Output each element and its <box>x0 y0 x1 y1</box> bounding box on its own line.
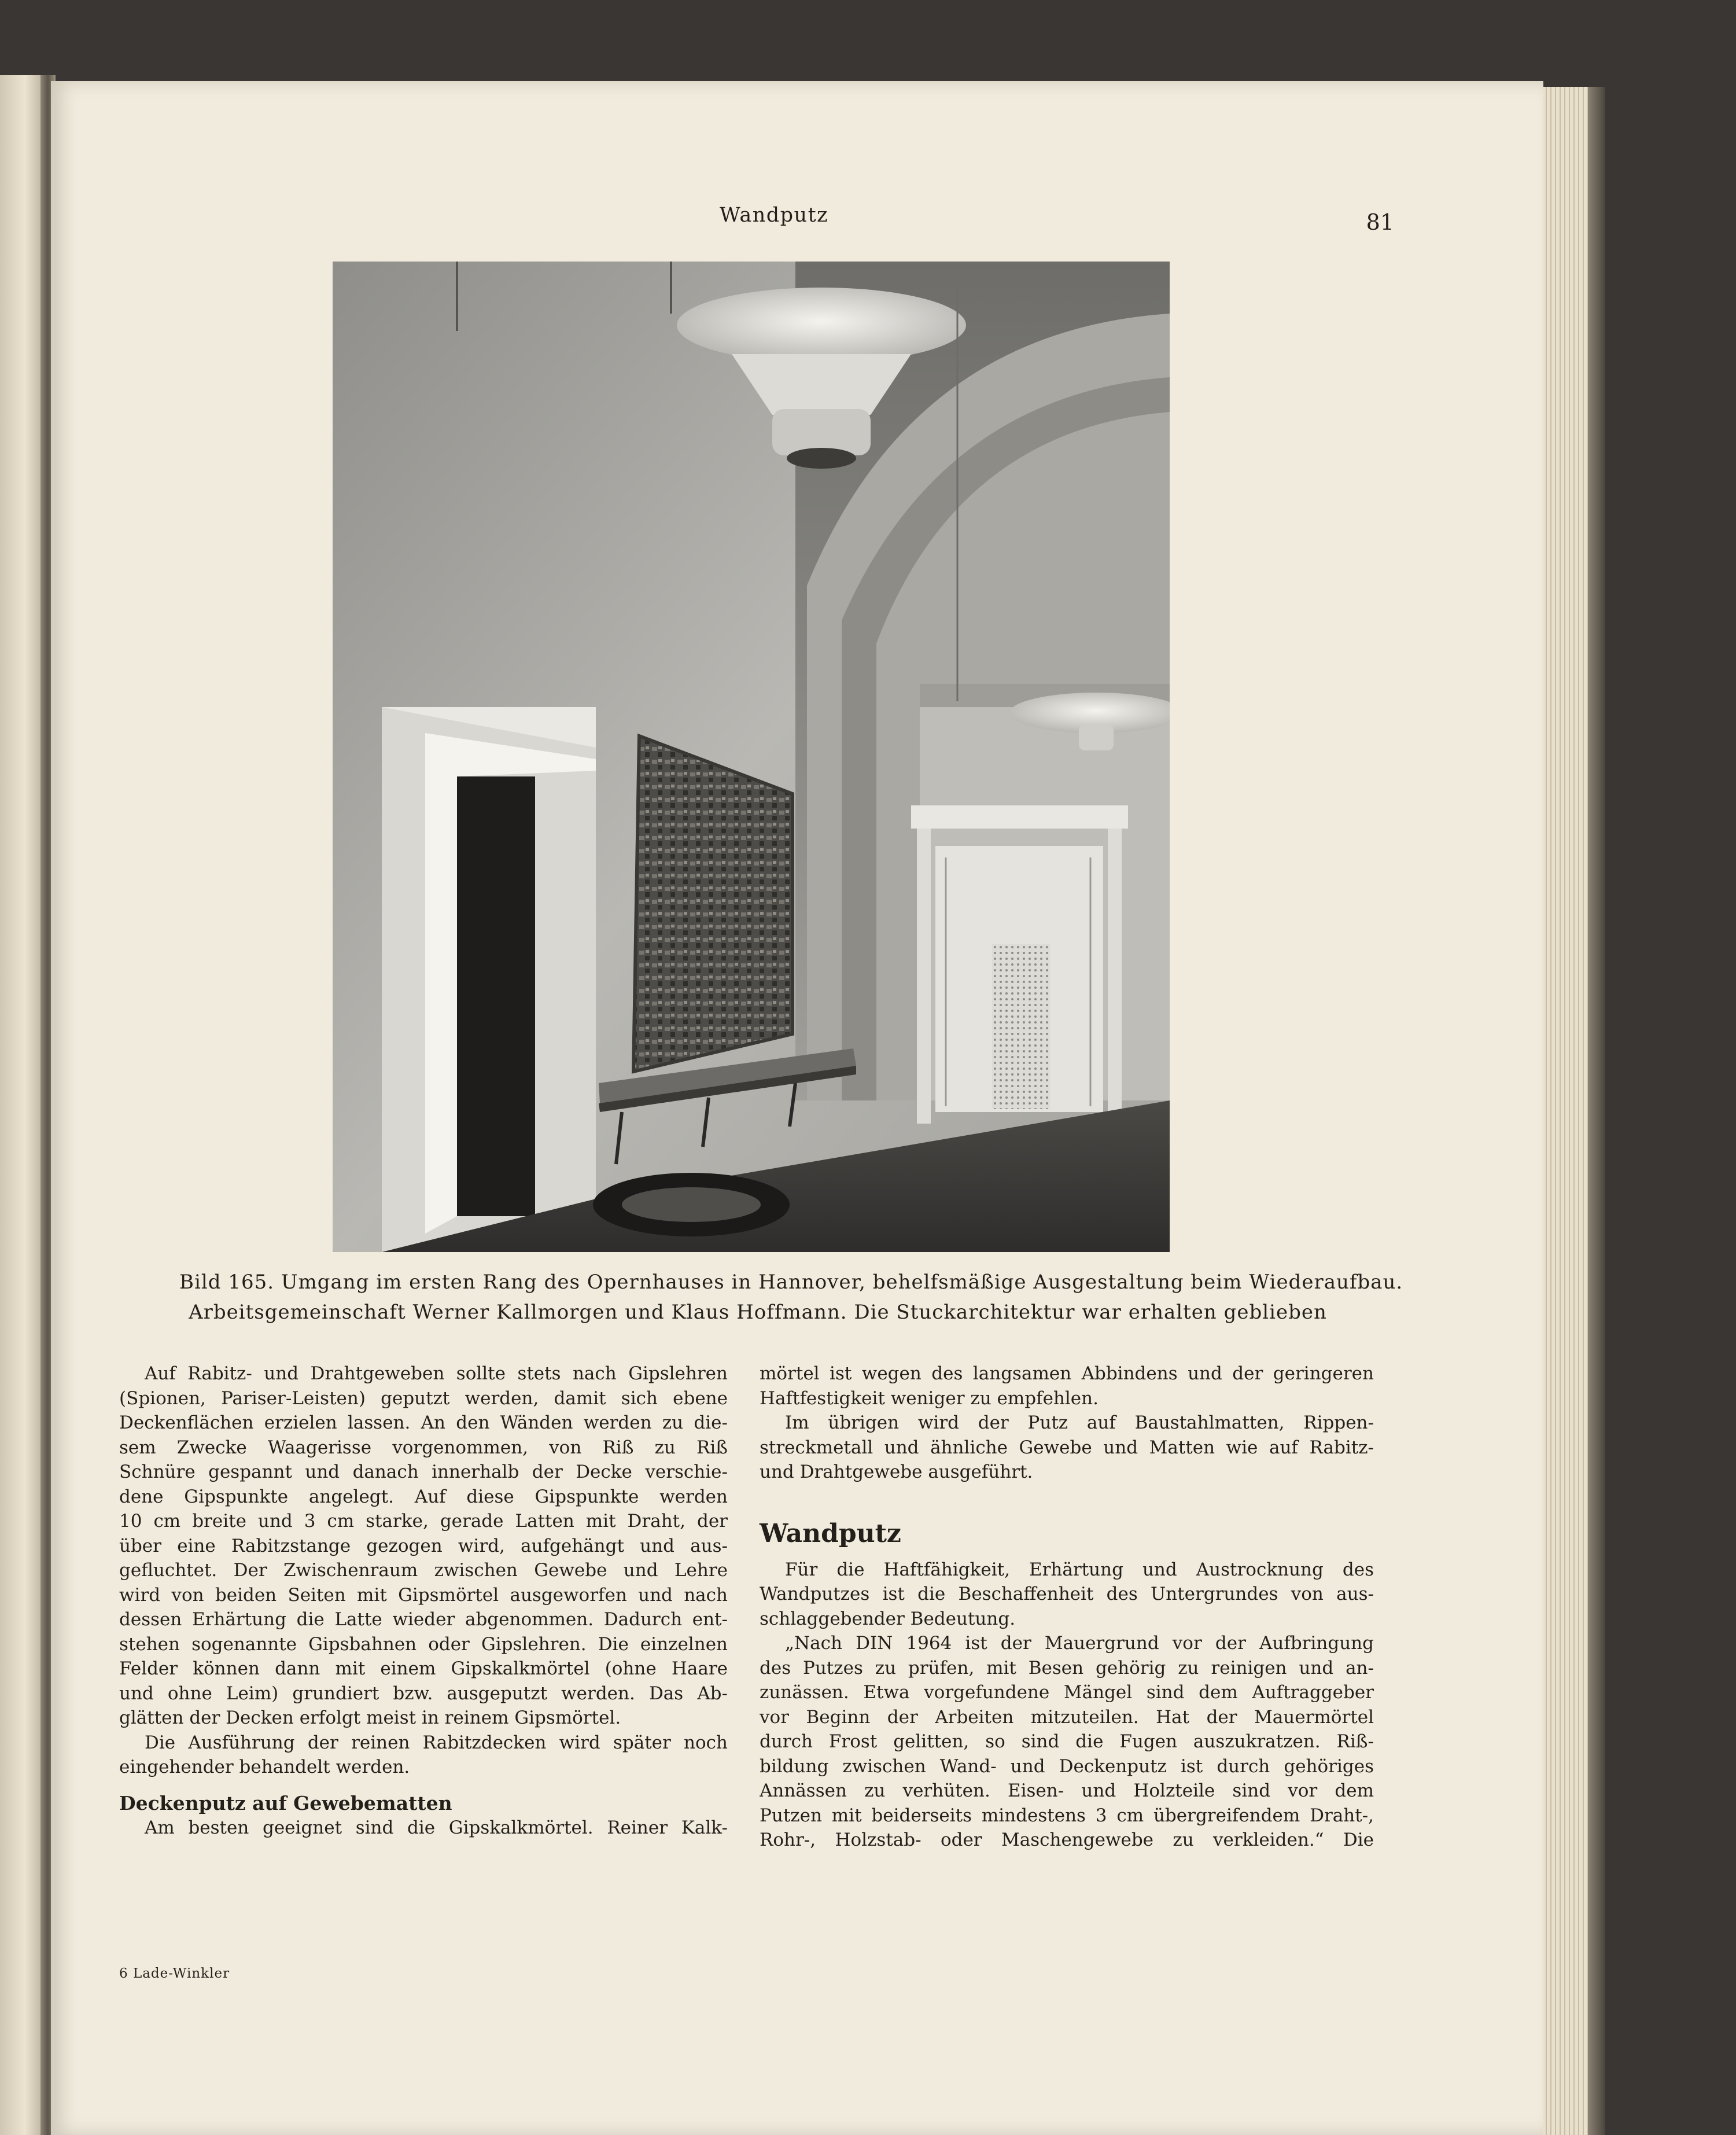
text-line: dene Gipspunkte angelegt. Auf diese Gipspunkte werden <box>119 1486 728 1507</box>
text-line: Deckenflächen erzielen lassen. An den Wänden werden zu die- <box>119 1412 728 1433</box>
text-line: „Nach DIN 1964 ist der Mauergrund vor der Aufbringung <box>785 1633 1374 1654</box>
text-line: Die Ausführung der reinen Rabitzdecken wird später noch <box>145 1732 728 1753</box>
text-line: Am besten geeignet sind die Gipskalkmörtel. Reiner Kalk- <box>145 1817 728 1838</box>
text-line: vor Beginn der Arbeiten mitzuteilen. Hat der Mauermörtel <box>760 1706 1374 1728</box>
photo-opera-foyer-icon <box>333 262 1170 1252</box>
text-line: Haftfestigkeit weniger zu empfehlen. <box>760 1387 1099 1409</box>
left-page-edge <box>0 75 45 2135</box>
text-line: eingehender behandelt werden. <box>119 1757 410 1777</box>
text-line: des Putzes zu prüfen, mit Besen gehörig zu reinigen und an- <box>760 1657 1374 1678</box>
text-line: und Drahtgewebe ausgeführt. <box>760 1462 1033 1482</box>
text-line: und ohne Leim) grundiert bzw. ausgeputzt werden. Das Ab- <box>119 1683 728 1704</box>
right-text-column <box>760 1361 1374 1853</box>
figure-photo <box>333 262 1170 1252</box>
text-line: wird von beiden Seiten mit Gipsmörtel ausgeworfen und nach <box>119 1584 728 1606</box>
text-line: Annässen zu verhüten. Eisen- und Holzteile sind vor dem <box>760 1780 1374 1801</box>
text-line: über eine Rabitzstange gezogen wird, aufgehängt und aus- <box>119 1535 728 1556</box>
spacer <box>119 1780 728 1791</box>
left-text-column <box>119 1361 728 1840</box>
text-line: Wandputzes ist die Beschaffenheit des Untergrundes von aus- <box>760 1584 1374 1604</box>
figure-caption <box>179 1267 1403 1327</box>
text-line: 10 cm breite und 3 cm starke, gerade Latten mit Draht, der <box>119 1511 728 1532</box>
text-line: dessen Erhärtung die Latte wieder abgenommen. Dadurch ent- <box>119 1609 728 1630</box>
page-edges-shadow <box>1588 87 1605 2135</box>
text-line: streckmetall und ähnliche Gewebe und Matten wie auf Rabitz- <box>760 1437 1374 1458</box>
text-line: Schnüre gespannt und danach innerhalb der Decke verschie- <box>119 1462 728 1482</box>
text-line: sem Zwecke Waagerisse vorgenommen, von Riß zu Riß <box>119 1437 728 1458</box>
section-heading: Wandputz <box>760 1518 901 1548</box>
text-line: Putzen mit beiderseits mindestens 3 cm übergreifendem Draht-, <box>760 1805 1374 1826</box>
page-number: 81 <box>1366 209 1394 235</box>
text-line: gefluchtet. Der Zwischenraum zwischen Gewebe und Lehre <box>119 1560 728 1581</box>
text-line: glätten der Decken erfolgt meist in reinem Gipsmörtel. <box>119 1707 621 1728</box>
caption-line: Bild 165. Umgang im ersten Rang des Opernhauses in Hannover, behelfsmäßige Ausgestaltung beim Wiederaufbau. <box>179 1271 1403 1294</box>
text-line: Rohr-, Holzstab- oder Maschengewebe zu verkleiden.“ Die <box>760 1830 1374 1850</box>
text-line: mörtel ist wegen des langsamen Abbindens und der geringeren <box>760 1363 1374 1384</box>
text-line: zunässen. Etwa vorgefundene Mängel sind dem Auftraggeber <box>760 1682 1374 1703</box>
text-line: (Spionen, Pariser-Leisten) geputzt werden, damit sich ebene <box>119 1387 728 1409</box>
text-line: Auf Rabitz- und Drahtgeweben sollte stets nach Gipslehren <box>145 1363 728 1384</box>
running-head: Wandputz <box>719 204 829 227</box>
text-line: Felder können dann mit einem Gipskalkmörtel (ohne Haare <box>119 1658 728 1679</box>
text-line: bildung zwischen Wand- und Deckenputz ist durch gehöriges <box>760 1755 1374 1777</box>
text-line: durch Frost gelitten, so sind die Fugen auszukratzen. Riß- <box>760 1731 1374 1752</box>
text-line: Für die Haftfähigkeit, Erhärtung und Austrocknung des <box>785 1559 1374 1580</box>
subheading: Deckenputz auf Gewebematten <box>119 1791 452 1814</box>
signature-mark: 6 Lade-Winkler <box>119 1966 230 1981</box>
text-line: stehen sogenannte Gipsbahnen oder Gipslehren. Die einzelnen <box>119 1633 728 1655</box>
text-line: schlaggebender Bedeutung. <box>760 1608 1016 1629</box>
text-line: Im übrigen wird der Putz auf Baustahlmatten, Rippen- <box>785 1412 1374 1433</box>
caption-line: Arbeitsgemeinschaft Werner Kallmorgen und Klaus Hoffmann. Die Stuckarchitektur war erhalten geblieben <box>189 1301 1327 1324</box>
